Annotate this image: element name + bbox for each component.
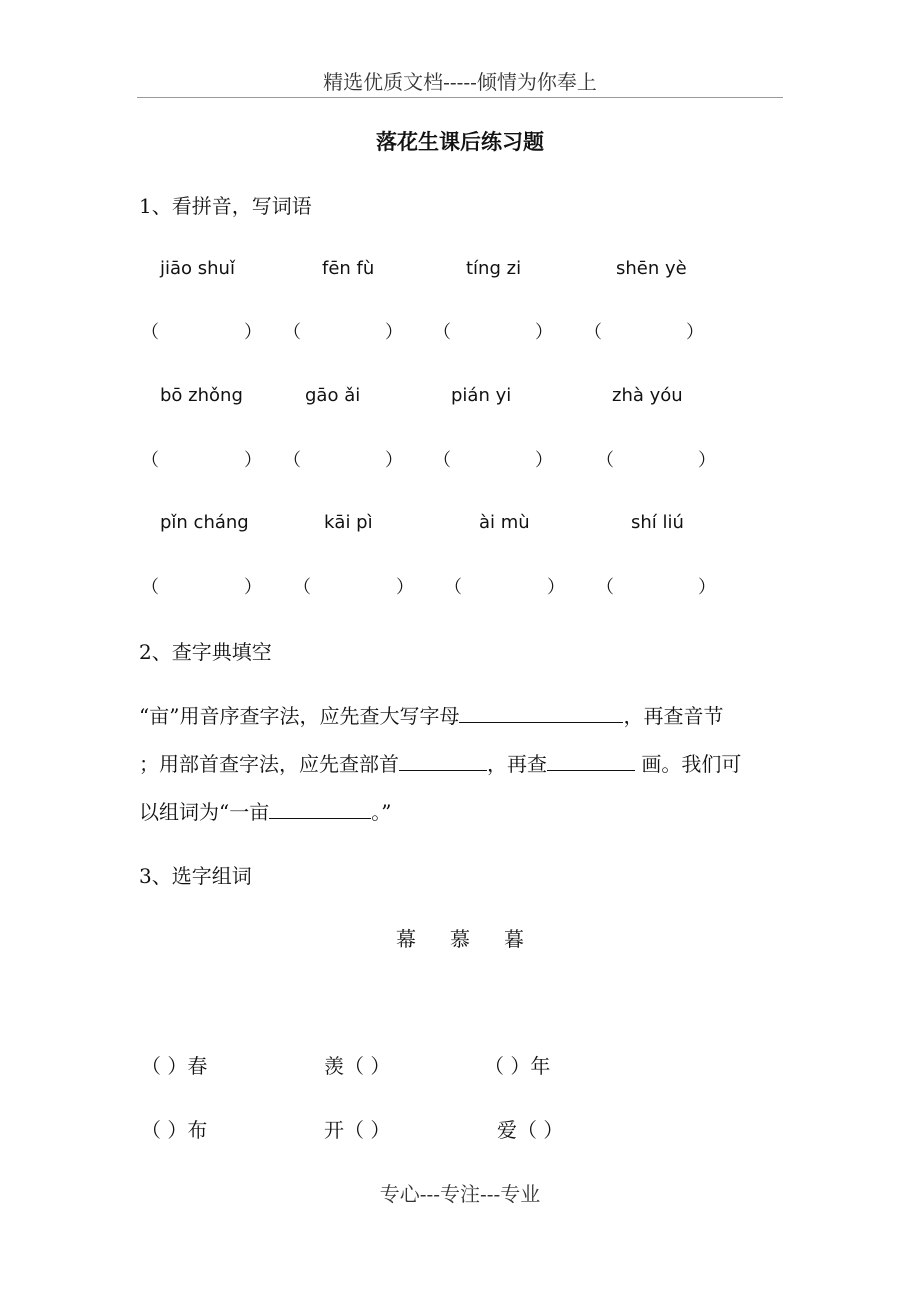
answer-paren-close: ） bbox=[396, 577, 414, 598]
answer-paren-open: （ bbox=[596, 577, 614, 598]
answer-paren-close: ） bbox=[385, 450, 403, 471]
pinyin-word: kāi pì bbox=[324, 512, 373, 533]
answer-paren-close: ） bbox=[535, 450, 553, 471]
answer-paren-open: （ bbox=[584, 322, 602, 343]
answer-paren-close: ） bbox=[385, 322, 403, 343]
answer-paren-close: ） bbox=[244, 577, 262, 598]
fill-text: 。” bbox=[371, 800, 392, 824]
page-header: 精选优质文档-----倾情为你奉上 bbox=[323, 70, 597, 94]
word-item: 爱（ ） bbox=[497, 1118, 564, 1142]
choice-char: 慕 bbox=[450, 927, 470, 951]
answer-paren-close: ） bbox=[698, 577, 716, 598]
section-1-heading: 1、看拼音，写词语 bbox=[139, 194, 312, 218]
answer-paren-open: （ bbox=[141, 322, 159, 343]
fill-text: 以组词为“一亩 bbox=[139, 800, 270, 824]
word-item: 开（ ） bbox=[324, 1118, 391, 1142]
section-2-heading: 2、查字典填空 bbox=[139, 640, 272, 664]
answer-paren-close: ） bbox=[244, 322, 262, 343]
pinyin-word: pǐn cháng bbox=[160, 512, 249, 533]
answer-blank[interactable] bbox=[399, 750, 487, 771]
answer-blank[interactable] bbox=[459, 702, 623, 723]
pinyin-word: fēn fù bbox=[322, 258, 375, 279]
answer-paren-close: ） bbox=[244, 450, 262, 471]
section-3-heading: 3、选字组词 bbox=[139, 864, 252, 888]
word-item: （ ）布 bbox=[141, 1118, 208, 1142]
fill-line-3 bbox=[139, 796, 391, 825]
answer-paren-close: ） bbox=[698, 450, 716, 471]
pinyin-word: tíng zi bbox=[466, 258, 522, 279]
header-divider bbox=[137, 97, 783, 98]
pinyin-word: shēn yè bbox=[616, 258, 687, 279]
word-item: （ ）年 bbox=[484, 1054, 551, 1078]
answer-blank[interactable] bbox=[547, 750, 635, 771]
answer-paren-open: （ bbox=[141, 450, 159, 471]
pinyin-word: gāo ǎi bbox=[305, 385, 361, 406]
answer-paren-close: ） bbox=[547, 577, 565, 598]
pinyin-word: jiāo shuǐ bbox=[160, 258, 235, 279]
pinyin-word: pián yi bbox=[451, 385, 512, 406]
word-item: 羡（ ） bbox=[324, 1054, 391, 1078]
answer-paren-open: （ bbox=[283, 322, 301, 343]
answer-paren-open: （ bbox=[433, 450, 451, 471]
answer-paren-open: （ bbox=[141, 577, 159, 598]
fill-text: ，再查 bbox=[487, 752, 547, 776]
pinyin-word: shí liú bbox=[631, 512, 684, 533]
fill-line-2 bbox=[139, 748, 741, 777]
answer-paren-close: ） bbox=[535, 322, 553, 343]
pinyin-word: zhà yóu bbox=[612, 385, 683, 406]
answer-paren-open: （ bbox=[596, 450, 614, 471]
fill-text: “亩”用音序查字法，应先查大写字母 bbox=[139, 704, 460, 728]
answer-paren-open: （ bbox=[283, 450, 301, 471]
answer-paren-open: （ bbox=[293, 577, 311, 598]
fill-line-1 bbox=[139, 700, 723, 729]
answer-paren-close: ） bbox=[686, 322, 704, 343]
fill-text: ，再查音节 bbox=[623, 704, 724, 728]
word-item: （ ）春 bbox=[141, 1054, 208, 1078]
pinyin-word: ài mù bbox=[479, 512, 530, 533]
fill-text: ；用部首查字法，应先查部首 bbox=[139, 752, 399, 776]
answer-blank[interactable] bbox=[269, 798, 371, 819]
pinyin-word: bō zhǒng bbox=[160, 385, 243, 406]
page-footer: 专心---专注---专业 bbox=[379, 1182, 541, 1206]
choice-char: 幕 bbox=[396, 927, 416, 951]
fill-text: 画。我们可 bbox=[635, 752, 742, 776]
worksheet-title: 落花生课后练习题 bbox=[376, 129, 544, 154]
answer-paren-open: （ bbox=[433, 322, 451, 343]
answer-paren-open: （ bbox=[444, 577, 462, 598]
choice-char: 暮 bbox=[504, 927, 524, 951]
